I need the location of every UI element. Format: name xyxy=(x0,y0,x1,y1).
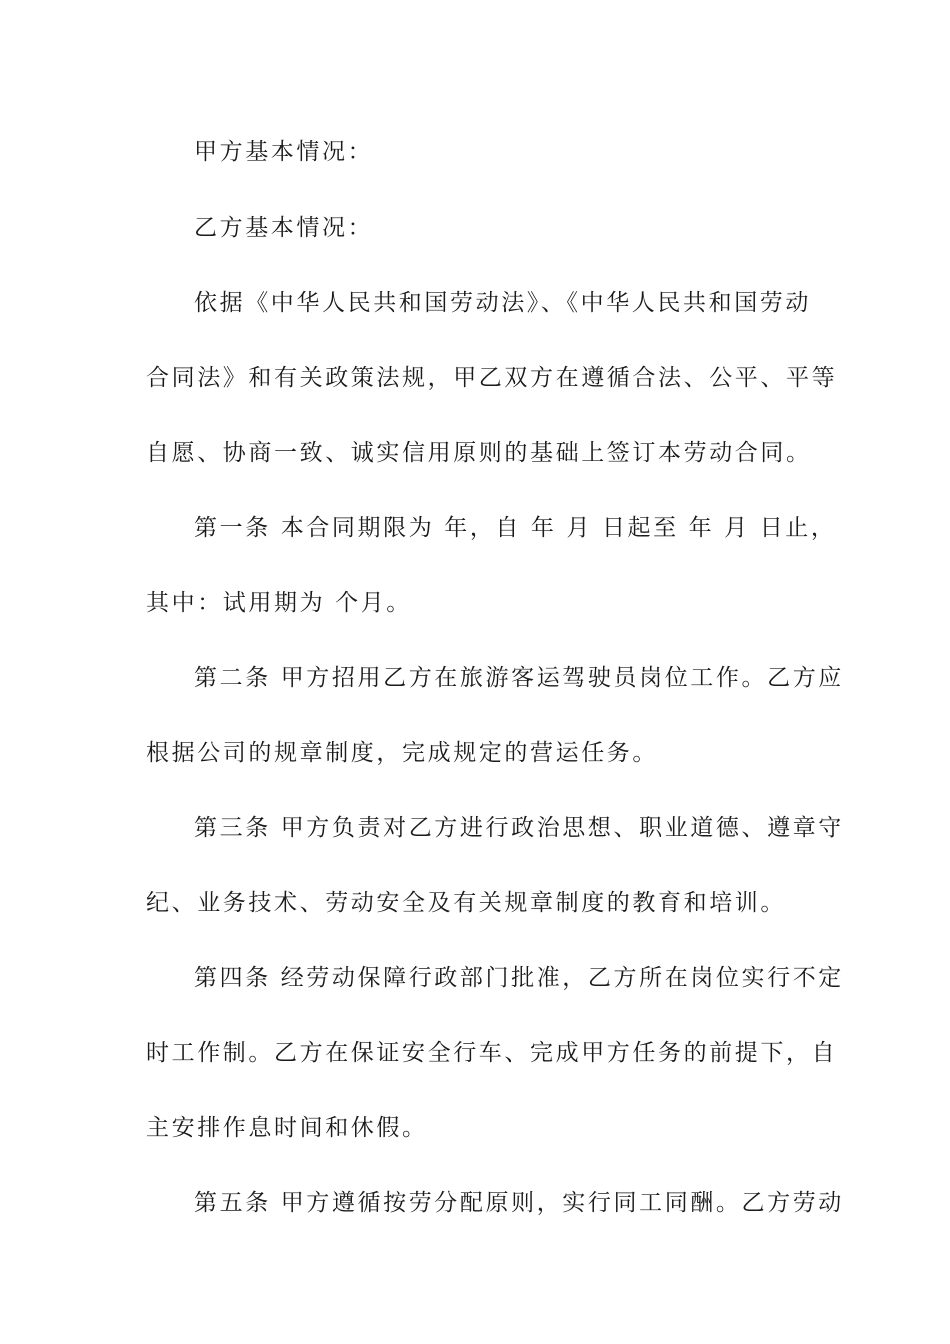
party-a-info: 甲方基本情况： xyxy=(194,139,374,165)
article-3-line-2: 纪、业务技术、劳动安全及有关规章制度的教育和培训。 xyxy=(146,890,786,916)
preamble-line-1: 依据《中华人民共和国劳动法》、《中华人民共和国劳动 xyxy=(194,290,811,316)
article-4-line-1: 第四条 经劳动保障行政部门批准，乙方所在岗位实行不定 xyxy=(194,965,844,991)
article-2-line-1: 第二条 甲方招用乙方在旅游客运驾驶员岗位工作。乙方应 xyxy=(194,665,844,691)
party-b-info: 乙方基本情况： xyxy=(194,215,374,241)
preamble-line-2: 合同法》和有关政策法规，甲乙双方在遵循合法、公平、平等 xyxy=(146,365,838,391)
preamble-line-3: 自愿、协商一致、诚实信用原则的基础上签订本劳动合同。 xyxy=(146,440,812,466)
article-4-line-3: 主安排作息时间和休假。 xyxy=(146,1115,428,1141)
article-3-line-1: 第三条 甲方负责对乙方进行政治思想、职业道德、遵章守 xyxy=(194,815,844,841)
article-4-line-2: 时工作制。乙方在保证安全行车、完成甲方任务的前提下，自 xyxy=(146,1040,838,1066)
article-2-line-2: 根据公司的规章制度，完成规定的营运任务。 xyxy=(146,740,658,766)
article-1-line-2: 其中：试用期为 个月。 xyxy=(146,590,412,616)
article-5-line-1: 第五条 甲方遵循按劳分配原则，实行同工同酬。乙方劳动 xyxy=(194,1190,844,1216)
article-1-line-1: 第一条 本合同期限为 年，自 年 月 日起至 年 月 日止， xyxy=(194,515,837,541)
